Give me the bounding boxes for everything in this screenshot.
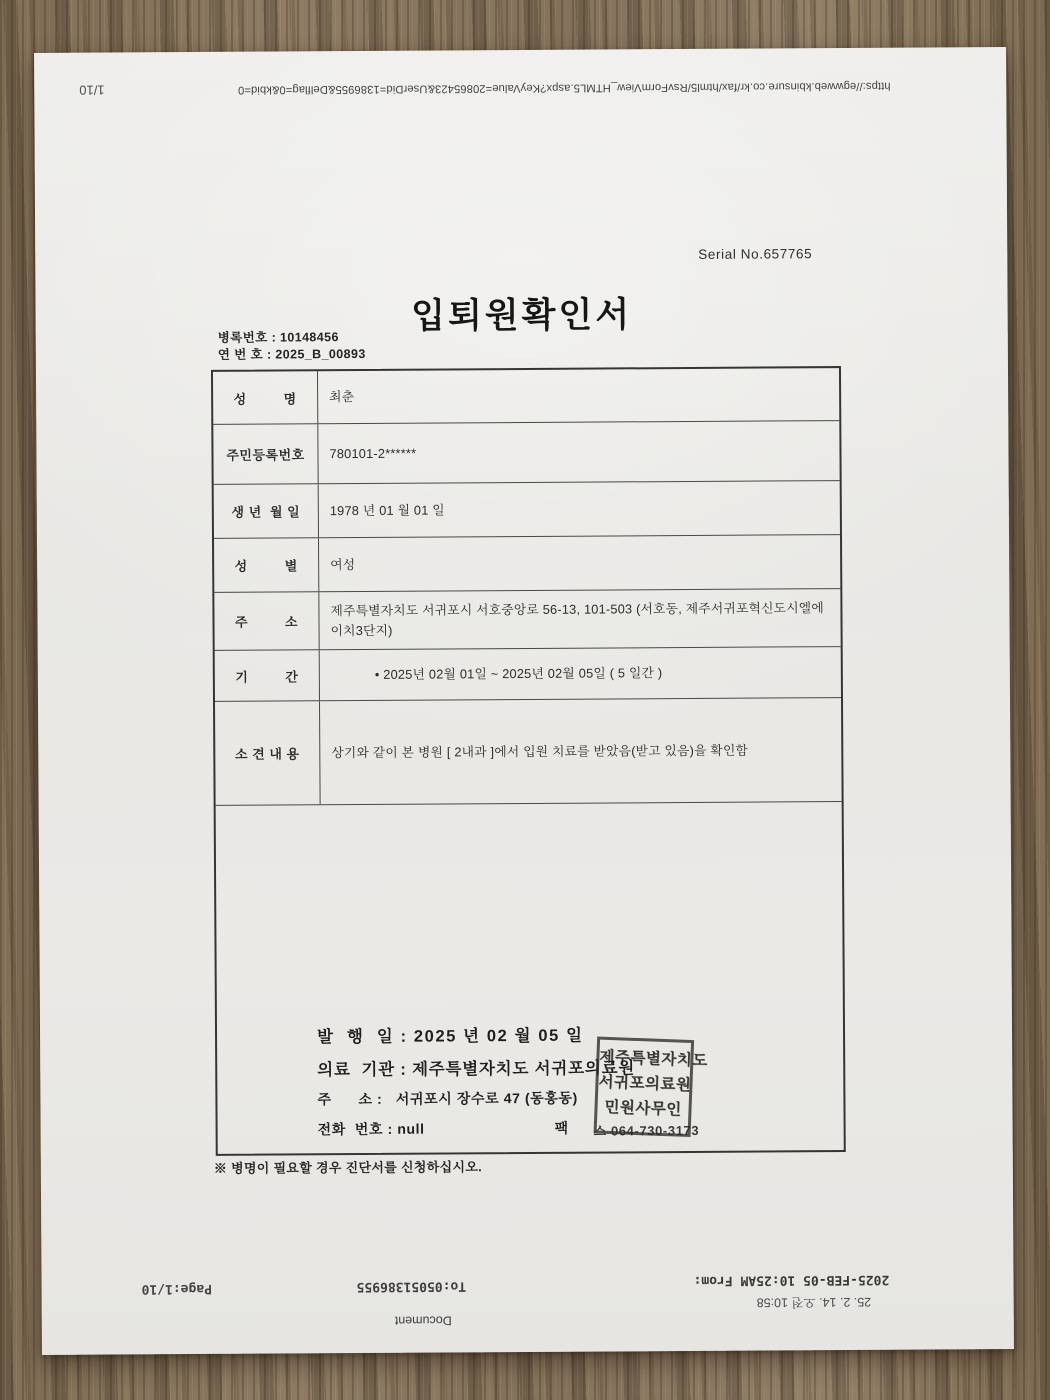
fax-footer-document-label: Document — [394, 1313, 452, 1328]
stamp-line: 민원사무인 — [604, 1099, 683, 1119]
table-row-sex — [214, 535, 840, 593]
record-number-line: 병록번호 : 10148456 — [217, 330, 339, 345]
fax-document-page — [34, 47, 1014, 1355]
fax-header-page-indicator: 1/10 — [79, 82, 105, 98]
table-row-name — [213, 368, 839, 425]
fax-footer-to: To:05051386955 — [356, 1278, 467, 1295]
stamp-line: 서귀포의료원 — [598, 1073, 692, 1095]
row-value: 1978 년 01 월 01 일 — [329, 502, 445, 518]
row-value: 상기와 같이 본 병원 [ 2내과 ]에서 입원 치료를 받았음(받고 있음)을 확인함 — [331, 742, 749, 760]
footnote: ※ 병명이 필요할 경우 진단서를 신청하십시오. — [213, 1159, 483, 1176]
table-row-period — [215, 647, 841, 702]
row-label: 성 명 — [213, 371, 318, 424]
fax-header-url: https://egwweb.kbinsure.co.kr/fax/html5/RsvFormView_HTML5.aspx?KeyValue=20865423&UserDid=1386955&Delflag=0&kbid=0 — [237, 79, 891, 96]
serial-number: Serial No.657765 — [698, 246, 813, 262]
row-value: 780101-2****** — [329, 445, 417, 461]
row-value: • 2025년 02월 01일 ~ 2025년 02월 05일 ( 5 일간 ) — [374, 665, 663, 682]
issuance-block — [317, 1020, 788, 1137]
fax-footer-from: 2025-FEB-05 10:25AM From: — [693, 1271, 890, 1288]
fax-number: 스 064-730-3173 — [593, 1122, 700, 1139]
table-row-birthdate — [214, 481, 840, 539]
fax-footer-page: Page:1/10 — [141, 1280, 213, 1297]
issue-date-line: 발 행 일 : 2025 년 02 월 05 일 — [316, 1026, 584, 1047]
fax-footer-printed-timestamp: 25. 2. 14. 오전 10:58 — [756, 1294, 872, 1310]
row-value: 최춘 — [329, 389, 355, 405]
stamp-line: 제주특별자치도 — [599, 1048, 708, 1070]
table-row-address — [214, 589, 840, 651]
row-label: 소 견 내 용 — [215, 701, 321, 805]
row-label: 성 별 — [214, 538, 319, 592]
issue-number-line: 연 번 호 : 2025_B_00893 — [217, 346, 366, 362]
row-label: 주 소 — [214, 592, 319, 650]
row-value: 여성 — [330, 556, 356, 572]
row-label: 생 년 월 일 — [214, 484, 319, 538]
document-title: 입퇴원확인서 — [411, 295, 633, 337]
row-label: 기 간 — [215, 650, 320, 701]
institution-address-line: 주 소 : 서귀포시 장수로 47 (동홍동) — [317, 1089, 578, 1108]
official-seal-stamp — [594, 1036, 708, 1137]
patient-info-table — [211, 366, 846, 1156]
table-row-findings — [215, 698, 842, 806]
issuance-cell — [216, 802, 844, 1154]
institution-line: 의료 기관 : 제주특별자치도 서귀포의료원 — [317, 1059, 636, 1080]
fax-label: 팩 — [554, 1119, 569, 1136]
table-row-resident-id — [213, 421, 839, 485]
phone-line: 전화 번호 : null — [317, 1120, 425, 1138]
phone-fax-line — [318, 1116, 788, 1137]
row-value: 제주특별자치도 서귀포시 서호중앙로 56-13, 101-503 (서호동, 제주서귀포혁신도시엘에이치3단지) — [330, 599, 824, 638]
row-label: 주민등록번호 — [213, 424, 318, 484]
